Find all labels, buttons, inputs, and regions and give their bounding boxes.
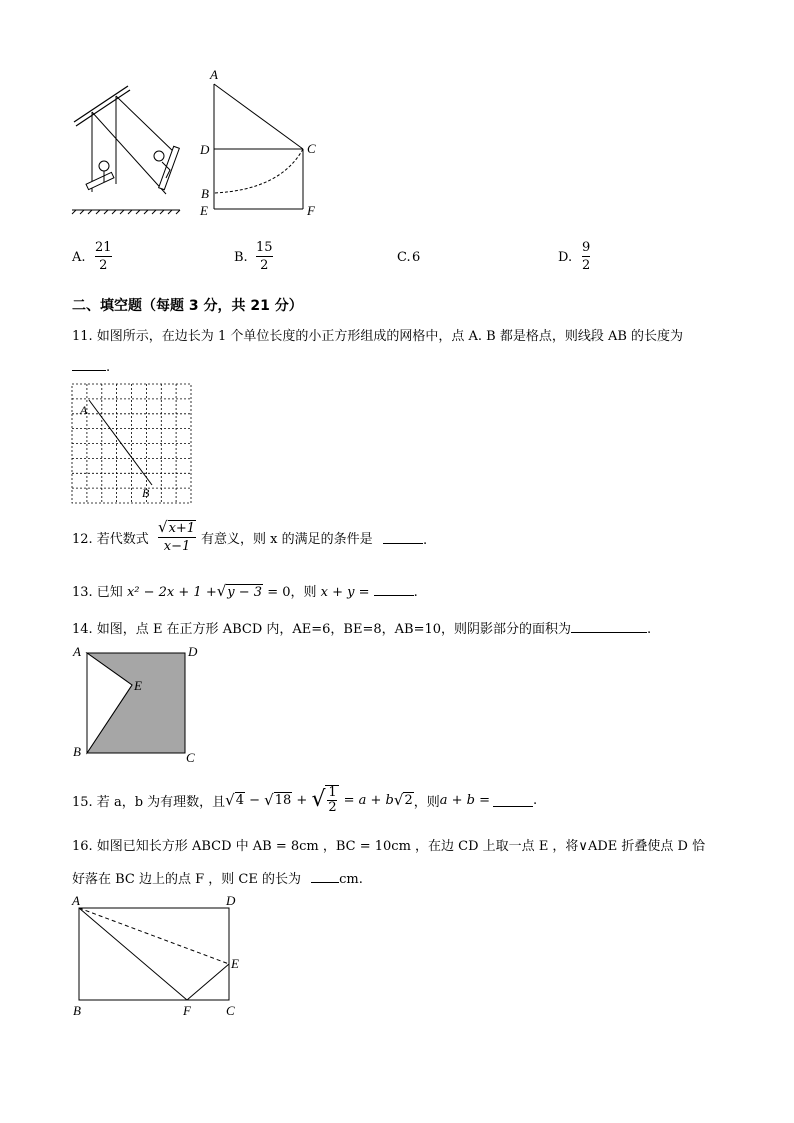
numerator: 15 <box>256 240 273 255</box>
option-fraction <box>95 240 112 273</box>
answer-blank <box>383 531 423 544</box>
q13-row <box>72 582 418 602</box>
option-letter: B. <box>234 250 248 265</box>
q16-rectangle-figure <box>70 893 250 1023</box>
label-D: D <box>188 644 198 659</box>
denominator: 2 <box>328 800 337 815</box>
fraction-bar <box>158 537 196 538</box>
q16-line2-text: 好落在 BC 边上的点 F ，则 CE 的长为 <box>72 872 301 887</box>
answer-blank <box>571 620 647 633</box>
swing-illustration <box>70 82 185 217</box>
label-A: A <box>80 403 88 417</box>
label-B: B <box>73 744 81 759</box>
q15-row <box>72 780 537 820</box>
option-fraction <box>256 240 273 273</box>
label-B: B <box>73 1003 81 1018</box>
radical-sign: √ <box>225 791 235 809</box>
radicand: 2 <box>404 793 413 808</box>
q12-fraction <box>158 520 196 554</box>
answer-blank <box>374 583 414 596</box>
label-C: C <box>226 1003 235 1018</box>
q12-suffix: 有意义，则 x 的满足的条件是 <box>201 532 373 547</box>
option-fraction <box>582 240 590 273</box>
q14-square-figure <box>70 643 210 768</box>
label-A: A <box>210 67 218 82</box>
radical-sign: √ <box>311 787 326 812</box>
minus-sign: − <box>245 792 265 808</box>
plus-sign: + <box>292 792 312 808</box>
option-value: 6 <box>412 250 421 265</box>
q13-equals: = 0 <box>263 585 291 600</box>
radicand: 18 <box>274 793 292 808</box>
q14-row <box>72 620 651 639</box>
label-E: E <box>200 203 208 218</box>
q10-geometry-figure <box>200 68 330 223</box>
q15-tail: . <box>533 792 538 808</box>
answer-blank <box>311 870 339 883</box>
label-D: D <box>226 893 236 908</box>
q13-tail: . <box>413 585 418 600</box>
numerator: 1 <box>328 785 337 800</box>
label-A: A <box>72 893 80 908</box>
option-letter: D. <box>558 250 573 265</box>
answer-blank <box>72 358 106 371</box>
q12-prefix: 12. 若代数式 <box>72 532 149 547</box>
section-title: 二、填空题（每题 3 分，共 21 分） <box>72 298 303 314</box>
q16-line1: 16. 如图已知长方形 ABCD 中 AB = 8cm ，BC = 10cm ，在边 CD 上取一点 E ，将∨ADE 折叠使点 D 恰 <box>72 839 706 854</box>
label-A: A <box>73 644 81 659</box>
fraction-bar <box>256 256 273 257</box>
q12-tail: . <box>423 533 428 548</box>
q13-expression: x² − 2x + 1 + <box>126 585 217 600</box>
q16-line2 <box>72 870 363 889</box>
option-letter: C. <box>397 250 411 265</box>
q15-rhs: = a + b <box>339 792 394 808</box>
label-E: E <box>231 956 239 971</box>
q11-tail: . <box>106 360 111 375</box>
label-F: F <box>307 203 315 218</box>
label-E: E <box>134 678 142 693</box>
label-C: C <box>186 750 195 765</box>
label-C: C <box>307 141 316 156</box>
q11-grid-figure <box>72 384 197 509</box>
radicand: 4 <box>235 793 244 808</box>
denominator: 2 <box>99 258 108 273</box>
q11-answer-line <box>72 358 110 377</box>
q14-tail: . <box>647 622 652 637</box>
q11-text: 11. 如图所示，在边长为 1 个单位长度的小正方形组成的网格中，点 A. B 都是格点，则线段 AB 的长度为 <box>72 329 684 344</box>
radicand: x+1 <box>168 521 196 536</box>
fraction-bar <box>582 256 590 257</box>
q16-unit: cm. <box>339 872 363 887</box>
numerator <box>158 520 196 536</box>
q12-answer <box>383 531 427 550</box>
label-F: F <box>183 1003 191 1018</box>
denominator: x−1 <box>163 539 191 554</box>
q14-text: 14. 如图，点 E 在正方形 ABCD 内，AE=6，BE=8，AB=10，则阴影部分的面积为 <box>72 622 572 637</box>
radical-sign: √ <box>264 791 274 809</box>
denominator: 2 <box>582 258 591 273</box>
radicand: y − 3 <box>227 585 263 600</box>
radical-sign: √ <box>158 518 168 536</box>
radical-fraction <box>325 785 339 815</box>
option-letter: A. <box>72 250 86 265</box>
label-D: D <box>200 142 210 157</box>
numerator: 9 <box>582 240 591 255</box>
q15-prefix: 15. 若 a，b 为有理数，且 <box>72 794 226 810</box>
q13-prefix: 13. 已知 <box>72 585 123 600</box>
q13-mid: ，则 <box>290 585 317 600</box>
label-B: B <box>201 186 209 201</box>
answer-blank <box>493 794 533 807</box>
radical-sign: √ <box>393 791 404 809</box>
q15-ask: a + b = <box>439 792 490 808</box>
q13-ask: x + y = <box>320 585 370 600</box>
numerator: 21 <box>95 240 112 255</box>
denominator: 2 <box>260 258 269 273</box>
radical-sign: √ <box>216 582 227 600</box>
label-B: B <box>142 486 150 500</box>
q15-mid: ，则 <box>413 794 440 810</box>
fraction-bar <box>95 256 112 257</box>
